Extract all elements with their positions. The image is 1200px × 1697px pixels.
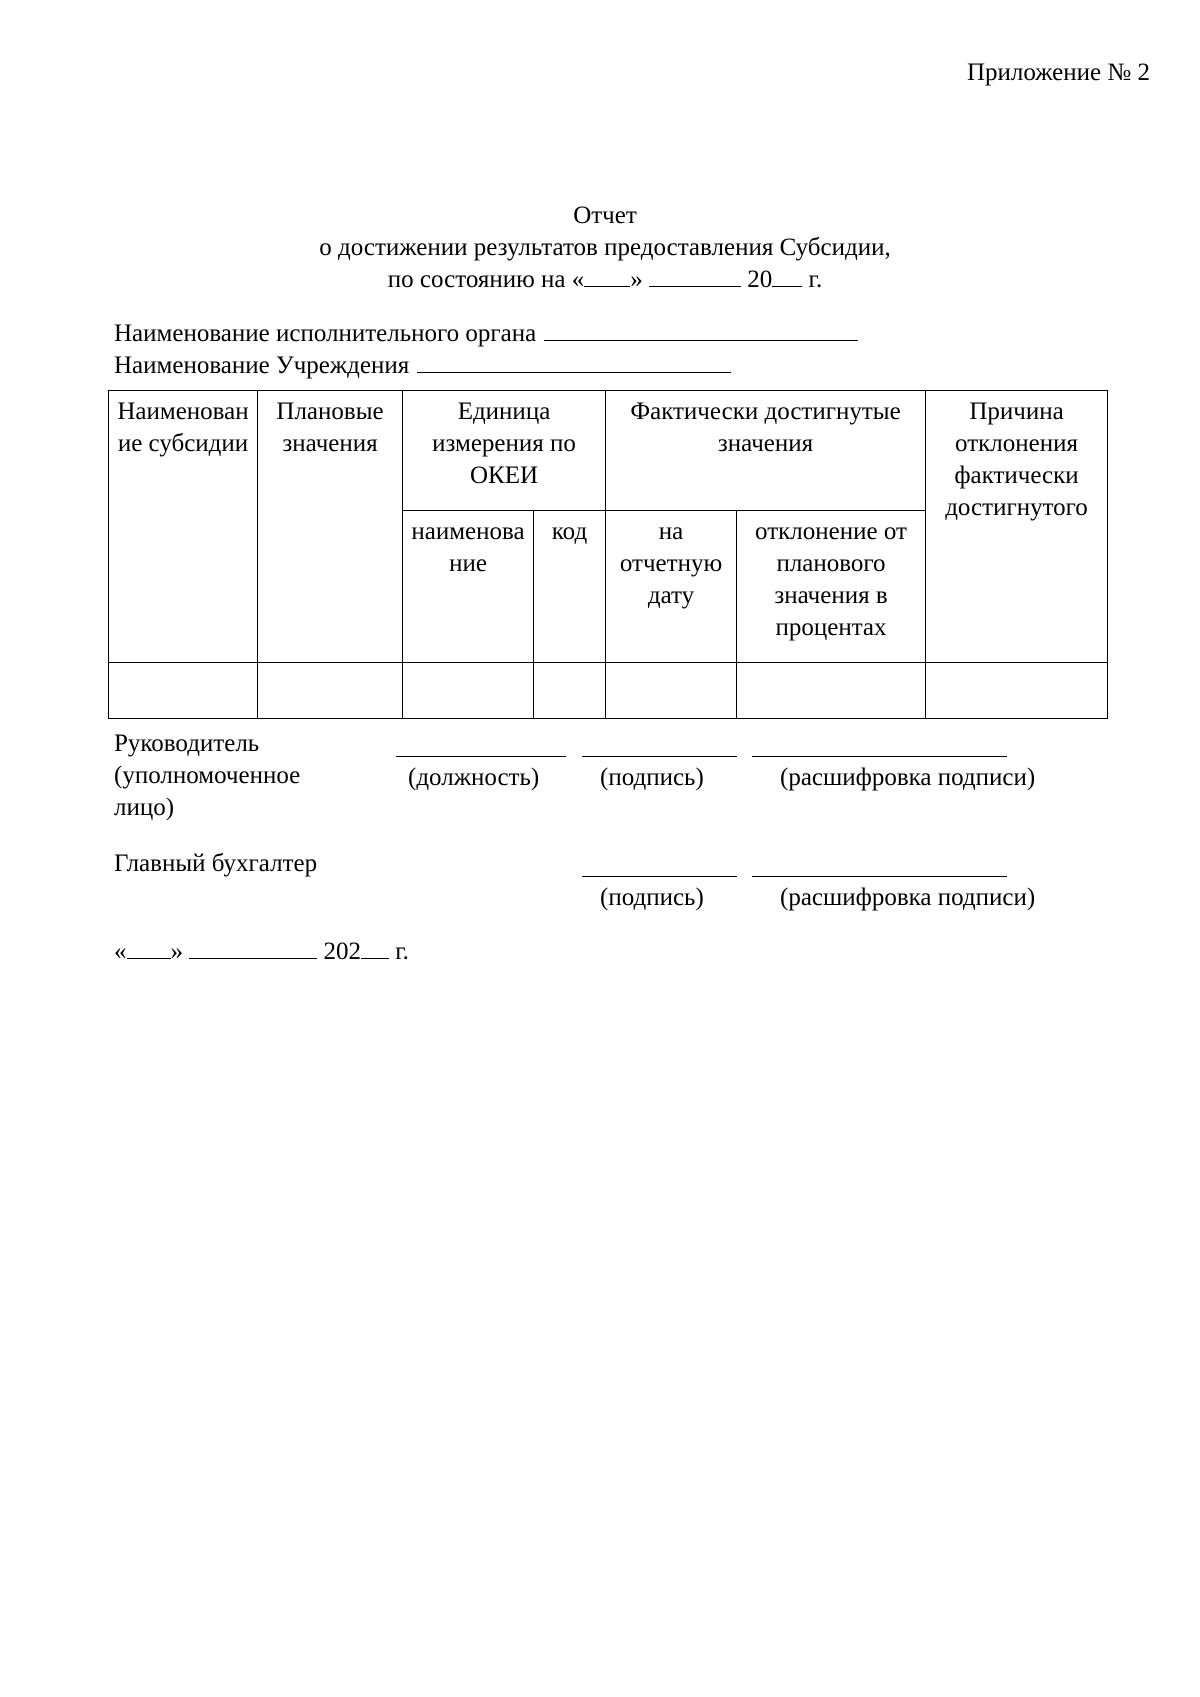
position-blank [396, 756, 566, 757]
head-signature-caption: (подпись) [600, 764, 704, 791]
appendix-label: Приложение № 2 [966, 59, 1150, 86]
institution-label: Наименование Учреждения [114, 352, 410, 379]
date-year-suffix: г. [395, 938, 409, 965]
cell-planned-values[interactable] [258, 663, 403, 719]
header-on-report-date: на отчетную дату [606, 511, 737, 663]
head-signature-blank [582, 756, 737, 757]
date-day-blank [127, 936, 171, 959]
table-header-row-1 [109, 391, 1108, 511]
cell-on-report-date[interactable] [606, 663, 737, 719]
header-actual-values: Фактически достигнутые значения [606, 391, 926, 511]
chief-accountant-label: Главный бухгалтер [114, 850, 318, 877]
accountant-signature-caption: (подпись) [600, 884, 704, 911]
report-table [108, 390, 1108, 719]
institution-row [114, 350, 858, 382]
title-line-1: Отчет [573, 202, 637, 229]
title-line-3 [10, 264, 1200, 296]
date-year-prefix: 202 [323, 938, 361, 965]
accountant-signature-blank [582, 876, 737, 877]
head-decoding-blank [752, 756, 1007, 757]
date-month-blank [189, 936, 317, 959]
cell-unit-name[interactable] [403, 663, 534, 719]
accountant-decoding-blank [752, 876, 1007, 877]
year-blank [772, 264, 802, 287]
date-year-blank [361, 936, 389, 959]
date-close-quote: » [170, 938, 183, 965]
cell-deviation-percent[interactable] [737, 663, 926, 719]
executive-body-blank [544, 318, 858, 341]
header-planned-values: Плановые значения [258, 391, 403, 663]
organization-fields [114, 318, 858, 382]
cell-subsidy-name[interactable] [109, 663, 258, 719]
cell-deviation-reason[interactable] [926, 663, 1108, 719]
header-subsidy-name: Наименование субсидии [109, 391, 258, 663]
accountant-decoding-caption: (расшифровка подписи) [780, 884, 1036, 911]
position-caption: (должность) [408, 764, 540, 791]
title-year-suffix: г. [808, 266, 823, 293]
header-unit-name: наименование [403, 511, 534, 663]
head-label [114, 728, 300, 824]
institution-blank [417, 350, 731, 373]
title-year-prefix: 20 [747, 266, 773, 293]
header-unit-code: код [534, 511, 606, 663]
table-row [109, 663, 1108, 719]
head-label-line-1: Руководитель [114, 730, 260, 757]
month-blank [649, 264, 741, 287]
executive-body-row [114, 318, 858, 350]
header-deviation-reason: Причина отклонения фактически достигнутого [926, 391, 1108, 663]
title-quote-close: » [630, 266, 643, 293]
head-label-line-2: (уполномоченное [114, 762, 301, 789]
date-open-quote: « [114, 938, 127, 965]
date-footer [114, 936, 409, 968]
head-label-line-3: лицо) [114, 794, 175, 821]
report-title [0, 200, 1200, 296]
cell-unit-code[interactable] [534, 663, 606, 719]
executive-body-label: Наименование исполнительного органа [114, 320, 537, 347]
day-blank [584, 264, 630, 287]
head-decoding-caption: (расшифровка подписи) [780, 764, 1036, 791]
header-unit-okei: Единица измерения по ОКЕИ [403, 391, 606, 511]
title-line-2: о достижении результатов предоставления Субсидии, [319, 234, 891, 261]
header-deviation-percent: отклонение от планового значения в процентах [737, 511, 926, 663]
title-date-prefix: по состоянию на « [387, 266, 585, 293]
